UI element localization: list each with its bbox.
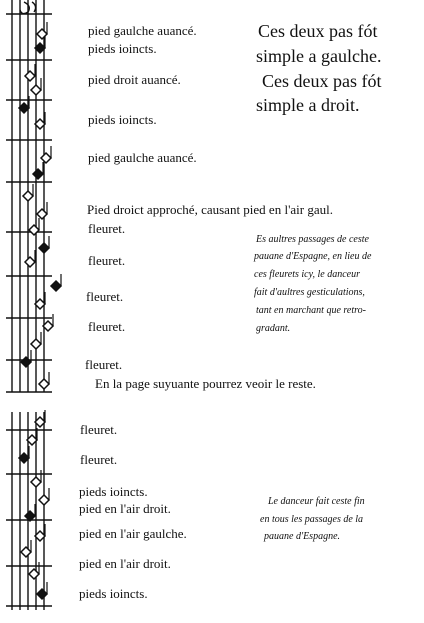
step-text: pieds ioincts. [88, 112, 157, 127]
note-head [25, 257, 35, 267]
note-head [39, 243, 49, 253]
step-text: pied en l'air droit. [79, 501, 171, 516]
note-head [21, 547, 31, 557]
note-head [29, 225, 39, 235]
note-head [31, 477, 41, 487]
note-head [37, 209, 47, 219]
fleuret-text: fleuret. [85, 357, 123, 372]
pied-droict-line: Pied droict approché, causant pied en l'air gaul. [87, 202, 334, 217]
note-line: tant en marchant que retro- [256, 305, 366, 316]
note-head [31, 85, 41, 95]
step-text: pied en l'air gaulche. [79, 526, 187, 541]
note-head [25, 71, 35, 81]
right-text-line: simple a droit. [256, 95, 360, 115]
note-head [39, 379, 49, 389]
step-text: pied gaulche auancé. [88, 23, 197, 38]
note-line: Es aultres passages de ceste [256, 234, 369, 245]
note-head [21, 357, 31, 367]
right-text-line: Ces deux pas fót [258, 21, 378, 41]
right-text-line: simple a gaulche. [256, 46, 382, 66]
step-text: pied gaulche auancé. [88, 150, 197, 165]
music-staff [0, 0, 70, 623]
note-head [41, 153, 51, 163]
note-line: en tous les passages de la [260, 514, 364, 525]
note-line: pauane d'Espagne. [264, 531, 341, 542]
note-head [39, 495, 49, 505]
note-line: Le danceur fait ceste fin [268, 496, 365, 507]
note-head [29, 569, 39, 579]
right-text-line: Ces deux pas fót [262, 71, 382, 91]
note-head [31, 339, 41, 349]
note-head [23, 191, 33, 201]
step-text: pied en l'air droit. [79, 556, 171, 571]
step-text: pieds ioincts. [79, 586, 148, 601]
page-note: En la page suyuante pourrez veoir le reste. [95, 376, 316, 391]
fleuret-text: fleuret. [86, 289, 124, 304]
note-line: ces fleurets icy, le danceur [254, 269, 360, 280]
fleuret-text: fleuret. [88, 253, 126, 268]
note-line: pauane d'Espagne, en lieu de [254, 251, 372, 262]
fleuret-text: fleuret. [80, 422, 118, 437]
note-head [37, 589, 47, 599]
fleuret-text: fleuret. [88, 319, 126, 334]
step-text: pieds ioincts. [79, 484, 148, 499]
note-head [51, 281, 61, 291]
fleuret-text: fleuret. [80, 452, 118, 467]
step-text: pied droit auancé. [88, 72, 181, 87]
note-head [33, 169, 43, 179]
note-line: gradant. [256, 323, 291, 334]
fleuret-text: fleuret. [88, 221, 126, 236]
step-text: pieds ioincts. [88, 41, 157, 56]
note-line: fait d'aultres gesticulations, [254, 287, 365, 298]
